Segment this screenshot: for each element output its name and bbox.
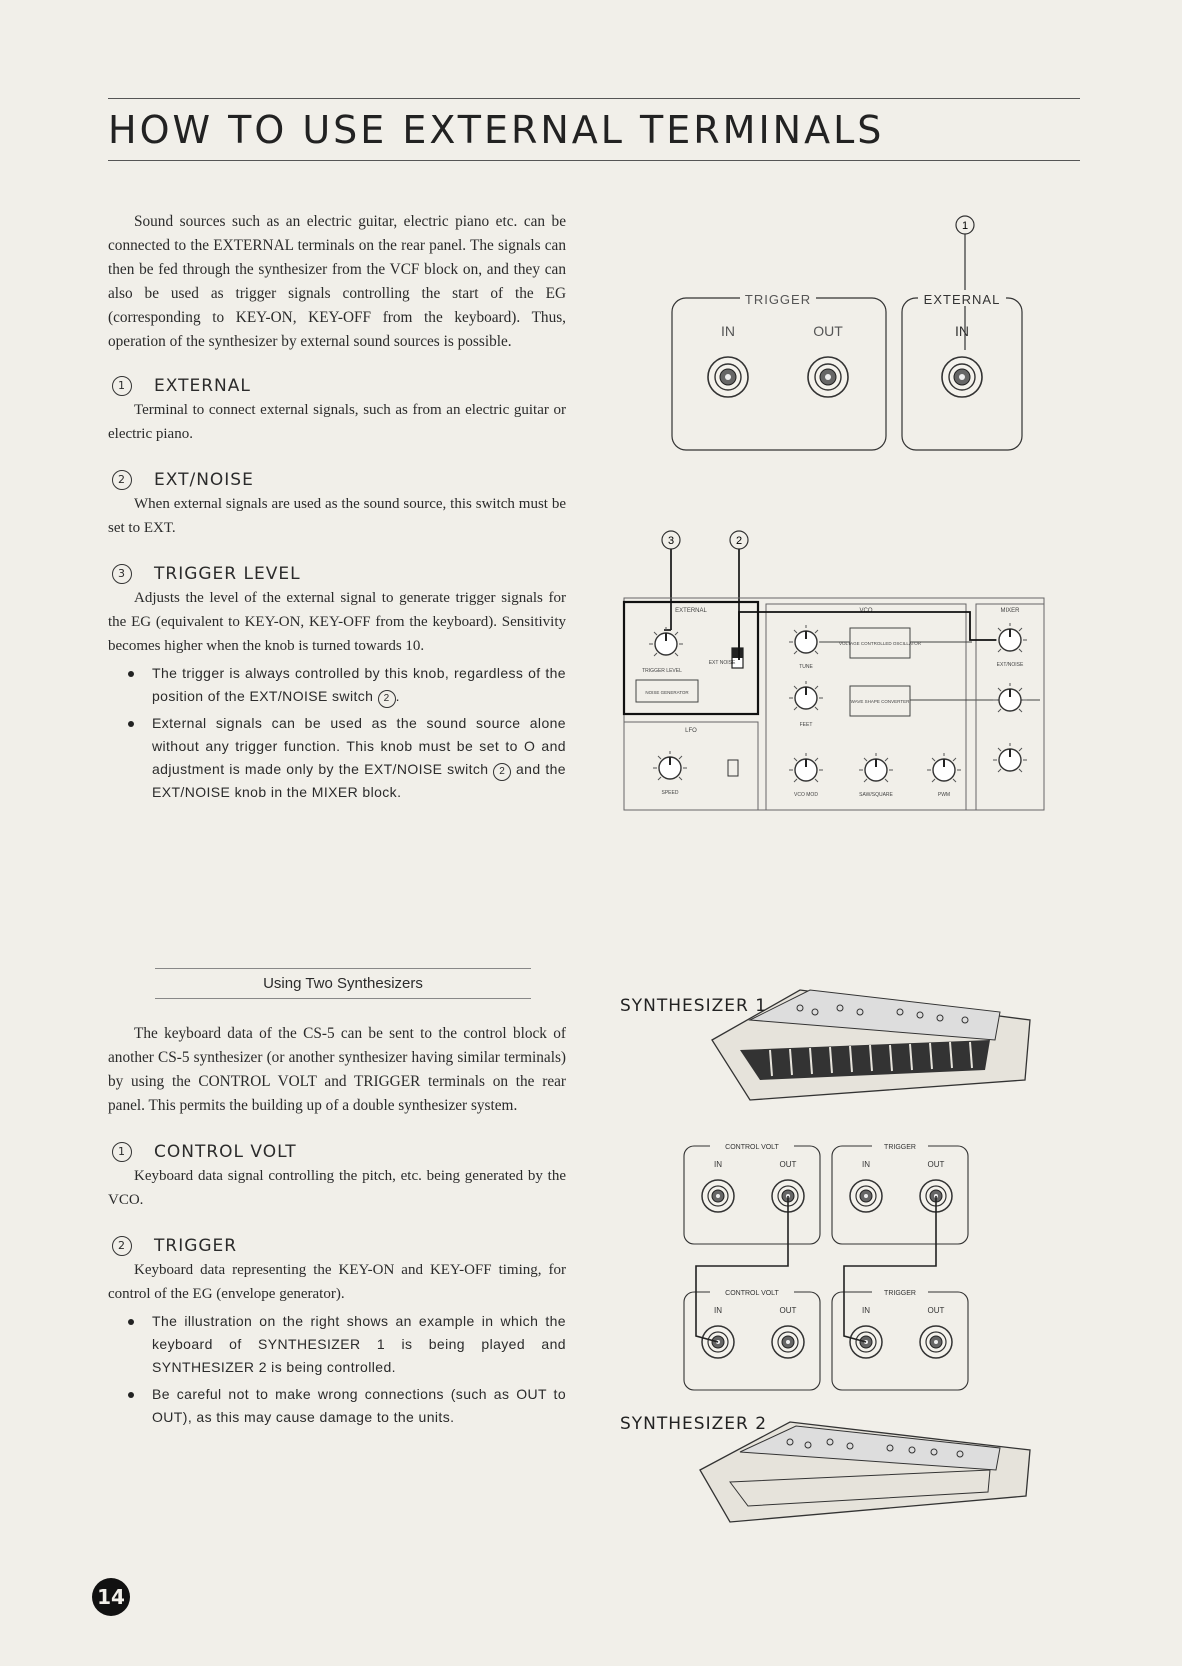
- synth2-cv-out-jack-icon: [772, 1326, 804, 1358]
- external-in-jack-icon: [942, 357, 982, 397]
- callout-number: 3: [667, 535, 675, 547]
- page-title: HOW TO USE EXTERNAL TERMINALS: [108, 108, 885, 152]
- item-trigger-level: [108, 564, 566, 804]
- bullet: Be careful not to make wrong connections (such as OUT to OUT), as this may cause damage to the units.: [152, 1383, 566, 1429]
- item-text: Keyboard data signal controlling the pitch, etc. being generated by the VCO.: [108, 1168, 566, 1208]
- feet-knob-icon: [789, 681, 823, 710]
- item-external: [108, 376, 566, 446]
- item-control-volt: [108, 1142, 566, 1212]
- synthesizer-1-label: SYNTHESIZER 1: [620, 996, 768, 1016]
- item-heading: TRIGGER LEVEL: [154, 564, 301, 584]
- synthesizer-2-illustration: [700, 1422, 1030, 1522]
- item-trigger: [108, 1236, 566, 1429]
- trigger-level-knob-icon: [649, 627, 683, 656]
- svg-text:IN: IN: [862, 1160, 870, 1169]
- svg-text:FEET: FEET: [799, 722, 813, 728]
- cv-cable: [696, 1196, 788, 1342]
- left-column-top: [108, 210, 566, 804]
- svg-text:MIXER: MIXER: [1000, 608, 1020, 614]
- svg-text:OUT: OUT: [927, 1306, 945, 1315]
- item-number: 2: [112, 1236, 132, 1256]
- svg-text:EXT/NOISE: EXT/NOISE: [996, 662, 1024, 668]
- saw-knob-icon: [859, 753, 893, 782]
- svg-text:OUT: OUT: [779, 1306, 797, 1315]
- svg-text:PWM: PWM: [937, 792, 951, 798]
- svg-text:TUNE: TUNE: [799, 664, 813, 670]
- svg-text:TRIGGER: TRIGGER: [884, 1144, 916, 1151]
- synth1-trig-in-jack-icon: [850, 1180, 882, 1212]
- two-synth-intro: The keyboard data of the CS-5 can be sent to the control block of another CS-5 synthesizer (or another synthesizer having similar terminals) by using the CONTROL VOLT and TRIGGER terminals on the rear panel. This permits the building up of a double synthesizer system.: [108, 1025, 566, 1114]
- svg-text:OUT: OUT: [779, 1160, 797, 1169]
- svg-text:CONTROL VOLT: CONTROL VOLT: [725, 1144, 779, 1151]
- svg-text:LFO: LFO: [685, 728, 697, 734]
- item-heading: EXTERNAL: [154, 376, 251, 396]
- in-label: IN: [721, 323, 735, 339]
- svg-text:VCO MOD: VCO MOD: [794, 792, 818, 798]
- trigger-cable: [844, 1196, 936, 1342]
- connection-diagram: [684, 1140, 968, 1390]
- svg-text:VCO: VCO: [859, 608, 873, 614]
- svg-text:IN: IN: [714, 1306, 722, 1315]
- callout-number: 1: [961, 220, 969, 232]
- intro-paragraph: Sound sources such as an electric guitar, electric piano etc. can be connected to the EXTERNAL terminals on the rear panel. The signals can then be fed through the synthesizer from the VCF block on, and they can also be used as trigger signals controlling the start of the EG (corresponding to KEY-ON, KEY-OFF from the keyboard). Thus, operation of the synthesizer by external sound sources is possible.: [108, 213, 566, 350]
- speed-knob-icon: [653, 751, 687, 780]
- mixer-knob-icon: [993, 743, 1027, 772]
- item-text: Terminal to connect external signals, such as from an electric guitar or electric piano.: [108, 402, 566, 442]
- svg-text:VOLTAGE CONTROLLED OSCILLATOR: VOLTAGE CONTROLLED OSCILLATOR: [839, 641, 921, 646]
- top-rule: [108, 98, 1080, 99]
- synth1-cv-in-jack-icon: [702, 1180, 734, 1212]
- item-number: 3: [112, 564, 132, 584]
- left-column-bottom: [108, 1022, 566, 1429]
- item-heading: CONTROL VOLT: [154, 1142, 297, 1162]
- page-number: 14: [92, 1578, 130, 1616]
- svg-text:TRIGGER: TRIGGER: [884, 1290, 916, 1297]
- pwm-knob-icon: [927, 753, 961, 782]
- vco-block: [766, 604, 966, 810]
- item-heading: TRIGGER: [154, 1236, 238, 1256]
- svg-text:SAW/SQUARE: SAW/SQUARE: [859, 792, 893, 798]
- synth2-trig-out-jack-icon: [920, 1326, 952, 1358]
- item-text: Adjusts the level of the external signal to generate trigger signals for the EG (equivalent to KEY-ON, KEY-OFF from the keyboard). Sensitivity becomes higher when the knob is turned towards 10.: [108, 590, 566, 654]
- svg-text:CONTROL VOLT: CONTROL VOLT: [725, 1290, 779, 1297]
- circled-number: 2: [493, 763, 511, 781]
- item-number: 1: [112, 1142, 132, 1162]
- item-text: Keyboard data representing the KEY-ON and KEY-OFF timing, for control of the EG (envelope generator).: [108, 1262, 566, 1302]
- front-panel-diagram: [624, 531, 1044, 810]
- svg-text:WAVE SHAPE CONVERTER: WAVE SHAPE CONVERTER: [850, 699, 910, 704]
- tune-knob-icon: [789, 625, 823, 654]
- trigger-out-jack-icon: [808, 357, 848, 397]
- item-number: 1: [112, 376, 132, 396]
- mixer-knob-icon: [993, 683, 1027, 712]
- ext-in-label: IN: [955, 323, 969, 339]
- svg-text:IN: IN: [862, 1306, 870, 1315]
- svg-text:SPEED: SPEED: [661, 790, 679, 796]
- title-rule: [108, 160, 1080, 161]
- bullet: The trigger is always controlled by this knob, regardless of the position of the EXT/NOISE switch 2 .: [152, 662, 566, 708]
- bullet: External signals can be used as the sound source alone without any trigger function. This knob must be set to O and adjustment is made only by the EXT/NOISE switch 2 and the EXT/NOISE knob in the MIXER block.: [152, 712, 566, 804]
- callout-number: 2: [735, 535, 743, 547]
- item-text: When external signals are used as the sound source, this switch must be set to EXT.: [108, 496, 566, 536]
- svg-text:IN: IN: [714, 1160, 722, 1169]
- svg-text:OUT: OUT: [927, 1160, 945, 1169]
- bullet: The illustration on the right shows an example in which the keyboard of SYNTHESIZER 1 is being played and SYNTHESIZER 2 is being controlled.: [152, 1310, 566, 1379]
- circled-number: 2: [378, 690, 396, 708]
- rear-terminal-diagram: [672, 216, 1022, 450]
- diagrams-svg: [600, 200, 1160, 1540]
- item-ext-noise: [108, 470, 566, 540]
- out-label: OUT: [813, 323, 843, 339]
- synthesizer-2-label: SYNTHESIZER 2: [620, 1414, 768, 1434]
- vco-mod-knob-icon: [789, 753, 823, 782]
- svg-text:EXT NOISE: EXT NOISE: [708, 660, 736, 666]
- svg-text:TRIGGER LEVEL: TRIGGER LEVEL: [642, 668, 682, 674]
- trigger-label: TRIGGER: [744, 292, 812, 307]
- section-title: Using Two Synthesizers: [155, 968, 531, 999]
- trigger-box: [672, 298, 886, 450]
- item-number: 2: [112, 470, 132, 490]
- svg-text:EXTERNAL: EXTERNAL: [675, 608, 707, 614]
- mixer-ext-noise-knob-icon: [993, 623, 1027, 652]
- svg-text:NOISE GENERATOR: NOISE GENERATOR: [645, 690, 689, 695]
- trigger-in-jack-icon: [708, 357, 748, 397]
- external-label: EXTERNAL: [923, 292, 1001, 307]
- item-heading: EXT/NOISE: [154, 470, 254, 490]
